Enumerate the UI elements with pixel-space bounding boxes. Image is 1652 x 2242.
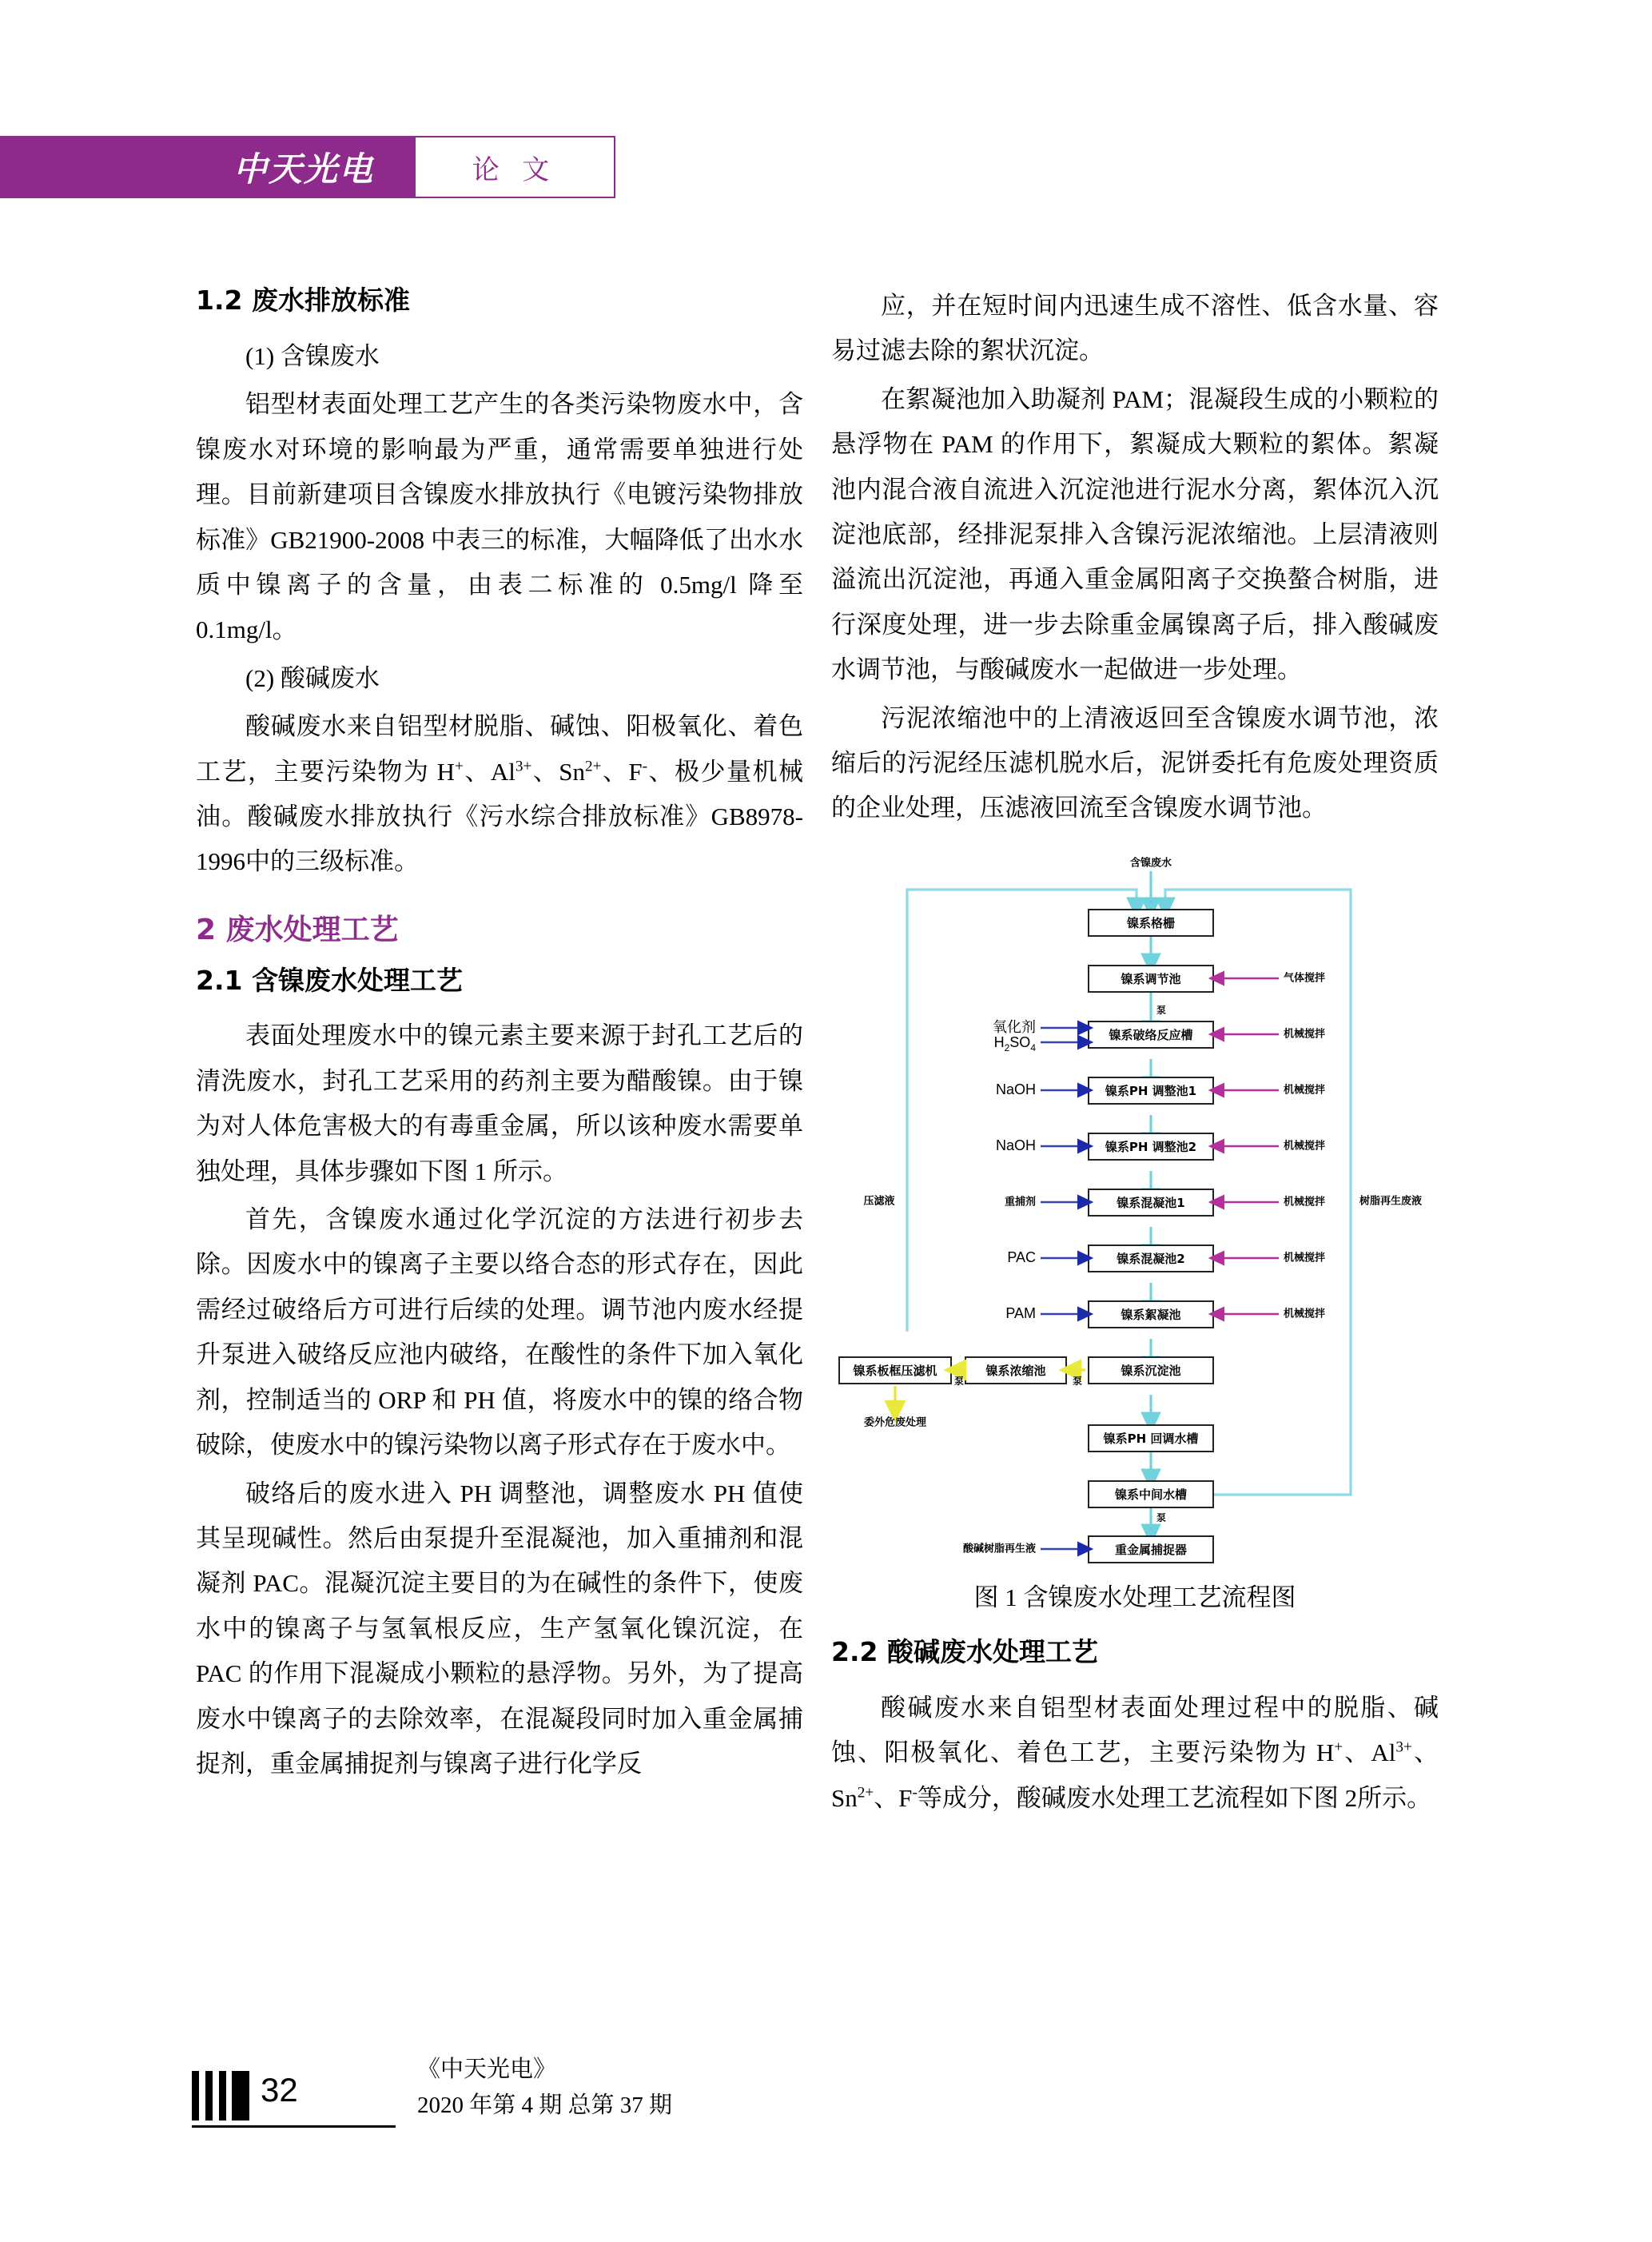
footer-issue-line: 2020 年第 4 期 总第 37 期 [417, 2092, 673, 2118]
para2-sup1: + [455, 758, 464, 775]
stir-label-5: 机械搅拌 [1284, 1196, 1326, 1209]
para4-seg3: 、Sn [831, 1738, 1439, 1812]
reagent-label-8: 酸碱树脂再生液 [962, 1543, 1036, 1555]
heading-2-2: 2.2 酸碱废水处理工艺 [831, 1635, 1098, 1667]
footer-rule [192, 2125, 396, 2128]
paragraph-pam-flocculation: 在絮凝池加入助凝剂 PAM；混凝段生成的小颗粒的悬浮物在 PAM 的作用下，絮凝成大颗粒的絮体。絮凝池内混合液自流进入沉淀池进行泥水分离，絮体沉入沉淀池底部，经排泥泵排入含镍污泥浓缩池。上层清液则溢流出沉淀池，再通入重金属阳离子交换螯合树脂，进行深度处理，进一步去除重金属镍离子后，排入酸碱废水调节池，与酸碱废水一起做进一步处理。 [831, 384, 1439, 684]
paragraph-chemical-precipitation: 首先，含镍废水通过化学沉淀的方法进行初步去除。因废水中的镍离子主要以络合态的形式存在，因此需经过破络后方可进行后续的处理。调节池内废水经提升泵进入破络反应池内破络，在酸性的条件下加入氧化剂，控制适当的 ORP 和 PH 值，将废水中的镍的络合物破除，使废水中的镍污染物以离子形式存在于废水中。 [196, 1205, 803, 1459]
stir-label-1: 气体搅拌 [1284, 972, 1326, 985]
paragraph-acid-alkali-wastewater [196, 704, 803, 885]
reagent-label-7: PAM [1005, 1304, 1036, 1321]
node-label-1: 镍系格栅 [1126, 915, 1176, 930]
footer-journal-info [417, 2052, 672, 2124]
node-label-4: 镍系PH 调整池1 [1105, 1083, 1197, 1098]
paragraph-nickel-wastewater: 铝型材表面处理工艺产生的各类污染物废水中，含镍废水对环境的影响最为严重，通常需要单独进行处理。目前新建项目含镍废水排放执行《电镀污染物排放标准》GB21900-2008 中表三的标准，大幅降低了出水水质中镍离子的含量，由表二标准的 0.5mg/l 降至 0.1mg/l。 [196, 390, 803, 644]
reagent-label-2: $H_2SO_4$ [993, 1033, 1036, 1054]
footer-bars-icon [192, 2071, 252, 2121]
para4-seg4: 、F [874, 1783, 913, 1812]
list-item-1-label: (1) 含镍废水 [245, 341, 380, 370]
inlet-label: 含镍废水 [1129, 857, 1172, 870]
pump-label-4: 泵 [1156, 1511, 1167, 1523]
para2-seg3: 、Sn [531, 757, 585, 786]
left-column [196, 284, 803, 1790]
node-label-12: 重金属捕捉器 [1114, 1542, 1188, 1557]
figure-1-flowchart [831, 846, 1439, 1569]
heading-2: 2 废水处理工艺 [196, 913, 399, 946]
para4-sup2: 3+ [1395, 1738, 1412, 1756]
node-label-7: 镍系混凝池2 [1117, 1251, 1185, 1266]
page-footer [192, 2042, 1151, 2154]
node-label-2: 镍系调节池 [1121, 971, 1181, 986]
footer-journal-name: 《中天光电》 [417, 2057, 557, 2082]
reagent-label-4: NaOH [995, 1137, 1036, 1153]
flowchart-svg [831, 846, 1439, 1569]
pump-label-2: 泵 [1072, 1375, 1083, 1387]
reagent-label-5: 重捕剂 [1004, 1196, 1036, 1209]
reagent-label-3: NaOH [995, 1081, 1036, 1097]
para2-seg2: 、Al [463, 757, 516, 786]
para4-sup1: + [1334, 1738, 1343, 1756]
node-label-5: 镍系PH 调整池2 [1105, 1139, 1197, 1154]
stir-label-2: 机械搅拌 [1284, 1028, 1326, 1041]
para4-seg2: 、Al [1343, 1738, 1396, 1767]
paragraph-nickel-source: 表面处理废水中的镍元素主要来源于封孔工艺后的清洗废水，封孔工艺采用的药剂主要为醋酸镍。由于镍为对人体危害极大的有毒重金属，所以该种废水需要单独处理，具体步骤如下图 1 所示。 [196, 1021, 803, 1185]
sludge-label-2: 镍系板框压滤机 [853, 1363, 937, 1378]
node-label-3: 镍系破络反应槽 [1109, 1027, 1193, 1042]
sludge-label-1: 镍系浓缩池 [985, 1363, 1046, 1378]
stir-label-4: 机械搅拌 [1284, 1140, 1326, 1153]
para4-seg5: 等成分，酸碱废水处理工艺流程如下图 2所示。 [917, 1783, 1432, 1812]
para2-sup2: 3+ [515, 758, 532, 775]
right-column [831, 284, 1439, 1824]
para2-sup4: - [642, 758, 648, 775]
paragraph-ph-adjust: 破络后的废水进入 PH 调整池，调整废水 PH 值使其呈现碱性。然后由泵提升至混凝池，加入重捕剂和混凝剂 PAC。混凝沉淀主要目的为在碱性的条件下，使废水中的镍离子与氢氧根反应，生产氢氧化镍沉淀，在 PAC 的作用下混凝成小颗粒的悬浮物。另外，为了提高废水中镍离子的去除效率，在混凝段同时加入重金属捕捉剂，重金属捕捉剂与镍离子进行化学反 [196, 1479, 803, 1778]
stir-label-3: 机械搅拌 [1284, 1084, 1326, 1097]
sludge-disposal-label: 委外危废处理 [863, 1416, 927, 1429]
stir-label-7: 机械搅拌 [1284, 1308, 1326, 1320]
node-label-9: 镍系沉淀池 [1121, 1363, 1181, 1378]
node-label-10: 镍系PH 回调水槽 [1103, 1431, 1199, 1446]
list-item-2-label: (2) 酸碱废水 [245, 663, 380, 692]
paragraph-floc-formation: 应，并在短时间内迅速生成不溶性、低含水量、容易过滤去除的絮状沉淀。 [831, 292, 1439, 365]
para2-seg1: 酸碱废水来自铝型材脱脂、碱蚀、阳极氧化、着色工艺，主要污染物为 H [196, 712, 803, 786]
node-label-6: 镍系混凝池1 [1117, 1195, 1185, 1210]
stir-label-6: 机械搅拌 [1284, 1252, 1326, 1264]
para4-sup4: - [912, 1784, 918, 1802]
paragraph-sludge-thickener: 污泥浓缩池中的上清液返回至含镍废水调节池，浓缩后的污泥经压滤机脱水后，泥饼委托有危废处理资质的企业处理，压滤液回流至含镍废水调节池。 [831, 703, 1439, 822]
pump-label-3: 泵 [953, 1375, 965, 1387]
heading-2-1: 2.1 含镍废水处理工艺 [196, 964, 463, 996]
heading-1-2: 1.2 废水排放标准 [196, 285, 410, 316]
para4-sup3: 2+ [857, 1784, 874, 1802]
journal-logo: 中天光电 [233, 152, 374, 189]
pump-label-1: 泵 [1156, 1004, 1167, 1016]
para2-seg4: 、F [601, 757, 643, 786]
left-loop-label: 压滤液 [863, 1195, 895, 1208]
node-label-8: 镍系絮凝池 [1121, 1307, 1181, 1322]
node-label-11: 镍系中间水槽 [1114, 1487, 1188, 1502]
page-number: 32 [261, 2071, 298, 2109]
paragraph-acid-alkali-source [831, 1686, 1439, 1821]
figure-1-caption: 图 1 含镍废水处理工艺流程图 [973, 1583, 1296, 1611]
para2-sup3: 2+ [585, 758, 602, 775]
para4-seg1: 酸碱废水来自铝型材表面处理过程中的脱脂、碱蚀、阳极氧化、着色工艺，主要污染物为 H [831, 1693, 1439, 1767]
section-tag-badge: 论 文 [414, 136, 615, 198]
reagent-label-1: 氧化剂 [993, 1018, 1036, 1035]
reagent-label-6: PAC [1007, 1248, 1036, 1265]
right-loop-label: 树脂再生废液 [1359, 1195, 1423, 1208]
para2-seg5: 、极少量机械油。酸碱废水排放执行《污水综合排放标准》GB8978-1996中的三级标准。 [196, 757, 803, 876]
